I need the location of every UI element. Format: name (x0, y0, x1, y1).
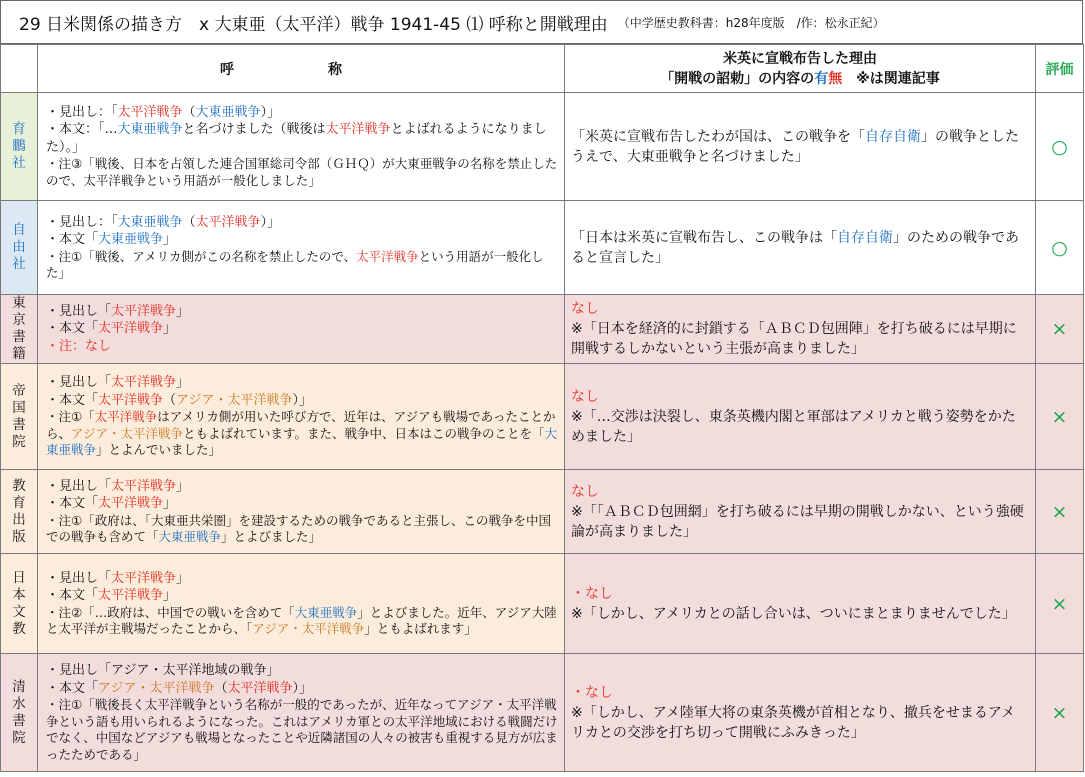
reason-text: ※「しかし、アメ陸軍大将の東条英機が首相となり、撤兵をせまるアメリカとの交渉を打ち切って開戦にふみきった」 (571, 704, 1016, 741)
body-line: ・本文「大東亜戦争」 (46, 232, 177, 247)
publisher-cell: 帝 国 書 院 (1, 364, 38, 470)
table-row (1, 470, 1084, 554)
table-row (1, 295, 1084, 364)
header-reason-text: 「開戦の詔勅」の内容の (660, 70, 815, 87)
eval-mark: × (1036, 295, 1084, 364)
sheet-title: 29 日米関係の描き方 x 大東亜（太平洋）戦争 1941-45 ⑴ 呼称と開戦理由 (19, 14, 608, 35)
eval-mark: × (1036, 470, 1084, 554)
name-cell (38, 364, 565, 470)
reason-text: ※「…交渉は決裂し、東条英機内閣と軍部はアメリカと戦う姿勢をかためました」 (571, 408, 1016, 445)
name-cell (38, 470, 565, 554)
name-cell (38, 93, 565, 201)
publisher-cell: 教 育 出 版 (1, 470, 38, 554)
header-row (1, 45, 1084, 93)
reason-cell (565, 554, 1036, 654)
eval-mark: ○ (1036, 93, 1084, 201)
publisher-cell: 自 由 社 (1, 201, 38, 295)
reason-cell: 「米英に宣戦布告したわが国は、この戦争を「自存自衛」の戦争としたうえで、大東亜戦争と名づけました」 (565, 93, 1036, 201)
publisher-cell: 清 水 書 院 (1, 654, 38, 772)
publisher-cell: 東 京 書 籍 (1, 295, 38, 364)
heading-line: ・見出し：「大東亜戦争（太平洋戦争）」 (46, 214, 281, 230)
body-line: ・本文「太平洋戦争」 (46, 321, 177, 337)
table-row (1, 201, 1084, 295)
reason-cell: 「日本は米英に宣戦布告し、この戦争は「自存自衛」のための戦争であると宣言した」 (565, 201, 1036, 295)
eval-mark: × (1036, 554, 1084, 654)
sheet-title-bar (0, 0, 1083, 44)
eval-mark: × (1036, 654, 1084, 772)
header-reason-suffix: ※は関連記事 (842, 70, 940, 87)
name-cell (38, 201, 565, 295)
publisher-cell: 育 鵬 社 (1, 93, 38, 201)
body-line: ・本文：「…大東亜戦争と名づけました（戦後は太平洋戦争とよばれるようになりました）。」 (46, 122, 547, 155)
reason-none: なし (571, 301, 599, 317)
comparison-table (0, 44, 1084, 772)
name-cell (38, 295, 565, 364)
eval-mark: × (1036, 364, 1084, 470)
reason-none: ・なし (571, 684, 613, 701)
header-reason-line1: 米英に宣戦布告した理由 (723, 50, 877, 67)
heading-line: ・見出し「太平洋戦争」 (46, 570, 190, 586)
reason-text: ※「「ＡＢＣＤ包囲網」を打ち破るには早期の開戦しかない、という強硬論が高まりました」 (571, 503, 1024, 540)
reason-cell (565, 295, 1036, 364)
reason-cell (565, 364, 1036, 470)
reason-none: なし (571, 388, 599, 405)
body-line: ・本文「太平洋戦争（アジア・太平洋戦争）」 (46, 392, 313, 408)
eval-mark: ○ (1036, 201, 1084, 295)
table-row (1, 93, 1084, 201)
table-row (1, 364, 1084, 470)
header-name: 呼 称 (38, 45, 565, 93)
header-reason-line2 (565, 69, 1035, 89)
body-line: ・本文「アジア・太平洋戦争（太平洋戦争）」 (46, 680, 313, 696)
reason-none: ・なし (571, 585, 613, 602)
heading-line: ・見出し「アジア・太平洋地域の戦争」 (46, 663, 280, 678)
note-line: ・注①「戦後、アメリカ側がこの名称を禁止したので、太平洋戦争という用語が一般化した」 (46, 248, 544, 280)
reason-cell (565, 654, 1036, 772)
note-line: ・注①「戦後長く太平洋戦争という名称が一般的であったが、近年なってアジア・太平洋戦争という語も用いられるようになった。これはアメリカ軍との太平洋地域における戦闘だけでなく、中国などアジアも戦場となったことや近隣諸国の人々の被害も重視する見方が広まったためである」 (46, 697, 558, 762)
note-line: ・注：なし (46, 338, 112, 354)
note-line: ・注②「…政府は、中国での戦いを含めて「大東亜戦争」とよびました。近年、アジア大陸と太平洋が主戦場だったことから、「アジア・太平洋戦争」ともよばれます」 (46, 604, 557, 636)
header-reason-no: 無 (828, 70, 843, 87)
publisher-cell: 日 本 文 教 (1, 554, 38, 654)
header-reason-yes: 有 (814, 70, 829, 87)
body-line: ・本文「太平洋戦争」 (46, 588, 177, 603)
reason-cell (565, 470, 1036, 554)
reason-text: ※「日本を経済的に封鎖する「ＡＢＣＤ包囲陣」を打ち破るには早期に開戦するしかないという主張が高まりました」 (571, 321, 1017, 357)
heading-line: ・見出し「太平洋戦争」 (46, 303, 190, 319)
reason-none: なし (571, 483, 599, 500)
note-line: ・注①「太平洋戦争はアメリカ側が用いた呼び方で、近年は、アジアも戦場であったことから、アジア・太平洋戦争ともよばれています。また、戦争中、日本はこの戦争のことを「大東亜戦争」とよんでいました」 (46, 409, 558, 458)
note-line: ・注③「戦後、日本を占領した連合国軍総司令部（ＧＨＱ）が大東亜戦争の名称を禁止したので、太平洋戦争という用語が一般化しました」 (46, 156, 558, 188)
name-cell (38, 554, 565, 654)
body-line: ・本文「太平洋戦争」 (46, 496, 177, 511)
heading-line: ・見出し「太平洋戦争」 (46, 478, 190, 494)
note-line: ・注①「政府は、「大東亜共栄圏」を建設するための戦争であると主張し、この戦争を中国での戦争も含めて「大東亜戦争」とよびました」 (46, 512, 551, 544)
name-cell (38, 654, 565, 772)
heading-line: ・見出し「太平洋戦争」 (46, 375, 190, 391)
header-reason (565, 45, 1036, 93)
table-row (1, 654, 1084, 772)
table-row (1, 554, 1084, 654)
heading-line: ・見出し：「太平洋戦争（大東亜戦争）」 (46, 104, 281, 120)
header-eval: 評価 (1036, 45, 1084, 93)
sheet-title-note: （中学歴史教科書：h28年度版 /作：松永正紀） (617, 15, 885, 30)
header-publisher-cell (1, 45, 38, 93)
reason-text: ※「しかし、アメリカとの話し合いは、ついにまとまりませんでした」 (571, 605, 1016, 622)
